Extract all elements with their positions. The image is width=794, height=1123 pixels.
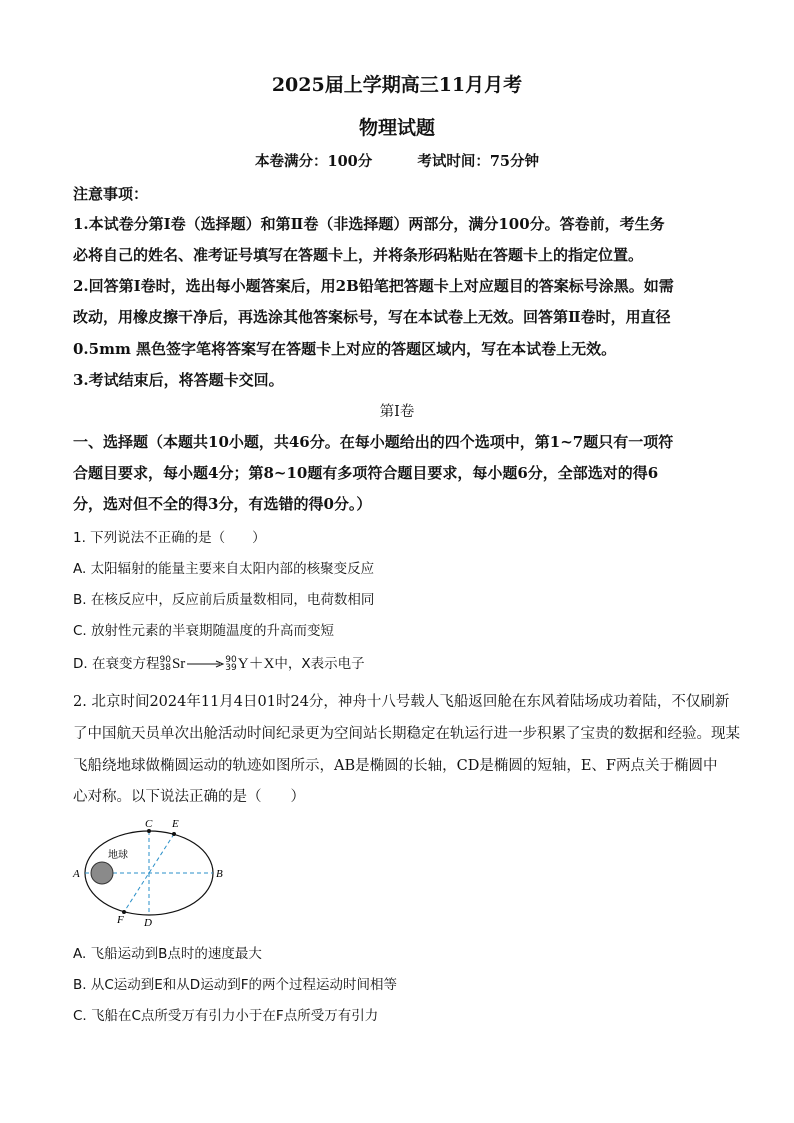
sr-mass-number: 90: [159, 655, 171, 665]
q2-stem-line: 了中国航天员单次出舱活动时间纪录更为空间站长期稳定在轨运行进一步积累了宝贵的数据和经验。现某: [73, 726, 740, 742]
sr-symbol: Sr: [171, 656, 186, 672]
section-intro-line: 合题目要求，每小题4分；第8~10题有多项符合题目要求，每小题6分，全部选对的得6: [73, 464, 659, 482]
q1-stem: 1. 下列说法不正确的是（ ）: [73, 530, 266, 546]
section-intro-line: 分，选对但不全的得3分，有选错的得0分。）: [73, 495, 372, 513]
point-e-label: E: [172, 818, 179, 830]
full-score: 本卷满分：100分: [254, 153, 373, 170]
notice-line: 必将自己的姓名、准考证号填写在答题卡上，并将条形码粘贴在答题卡上的指定位置。: [73, 246, 644, 264]
subject-title: 物理试题: [358, 117, 435, 139]
sr-nuclide-numbers: [159, 656, 170, 672]
earth-circle: [91, 862, 113, 884]
notice-heading: 注意事项：: [73, 185, 149, 203]
reaction-products: Y＋X: [237, 656, 275, 672]
point-b-label: B: [216, 868, 223, 880]
q2-stem-line: 飞船绕地球做椭圆运动的轨迹如图所示，AB是椭圆的长轴，CD是椭圆的短轴，E、F两点关于椭圆中: [73, 758, 718, 774]
q1-option-a: A. 太阳辐射的能量主要来自太阳内部的核聚变反应: [73, 561, 375, 577]
q2-option-b: B. 从C运动到E和从D运动到F的两个过程运动时间相等: [73, 977, 397, 993]
exam-time: 考试时间：75分钟: [417, 153, 540, 170]
q1-option-c: C. 放射性元素的半衰期随温度的升高而变短: [73, 623, 335, 639]
point-a-label: A: [73, 868, 80, 880]
notice-line: 0.5mm 黑色签字笔将答案写在答题卡上对应的答题区域内，写在本试卷上无效。: [73, 340, 617, 358]
orbit-figure: [70, 815, 240, 930]
notice-line: 2.回答第Ⅰ卷时，选出每小题答案后，用2B铅笔把答题卡上对应题目的答案标号涂黑。如需: [73, 277, 674, 295]
q2-option-c: C. 飞船在C点所受万有引力小于在F点所受万有引力: [73, 1008, 379, 1024]
y-nuclide-numbers: [225, 656, 236, 672]
q2-stem-line: 2. 北京时间2024年11月4日01时24分，神舟十八号载人飞船返回舱在东风着陆场成功着陆，不仅刷新: [73, 694, 730, 710]
exam-title: 2025届上学期高三11月月考: [271, 74, 523, 96]
sr-charge-number: 38: [159, 663, 171, 673]
section-title: 第Ⅰ卷: [379, 404, 415, 420]
point-f-label: F: [117, 914, 124, 926]
section-intro-line: 一、选择题（本题共10小题，共46分。在每小题给出的四个选项中，第1~7题只有一项符: [73, 433, 674, 451]
q1-option-d: [73, 652, 733, 673]
q1-d-suffix: 中，X表示电子: [274, 656, 365, 672]
notice-line: 改动，用橡皮擦干净后，再选涂其他答案标号，写在本试卷上无效。回答第Ⅱ卷时，用直径: [73, 308, 671, 326]
point-d-label: D: [144, 917, 152, 929]
point-e-dot: [172, 832, 176, 836]
point-c-label: C: [145, 818, 153, 830]
earth-label: 地球: [108, 850, 128, 861]
reaction-arrow-icon: [185, 659, 225, 669]
q2-option-a: A. 飞船运动到B点时的速度最大: [73, 946, 262, 962]
notice-line: 3.考试结束后，将答题卡交回。: [73, 371, 284, 389]
q1-d-prefix: D. 在衰变方程: [73, 656, 160, 672]
q1-option-b: B. 在核反应中，反应前后质量数相同，电荷数相同: [73, 592, 375, 608]
exam-meta: [0, 150, 794, 171]
q2-stem-line: 心对称。以下说法正确的是（ ）: [73, 789, 305, 805]
y-charge-number: 39: [225, 663, 237, 673]
notice-line: 1.本试卷分第Ⅰ卷（选择题）和第Ⅱ卷（非选择题）两部分，满分100分。答卷前，考生务: [73, 215, 665, 233]
y-mass-number: 90: [225, 655, 237, 665]
